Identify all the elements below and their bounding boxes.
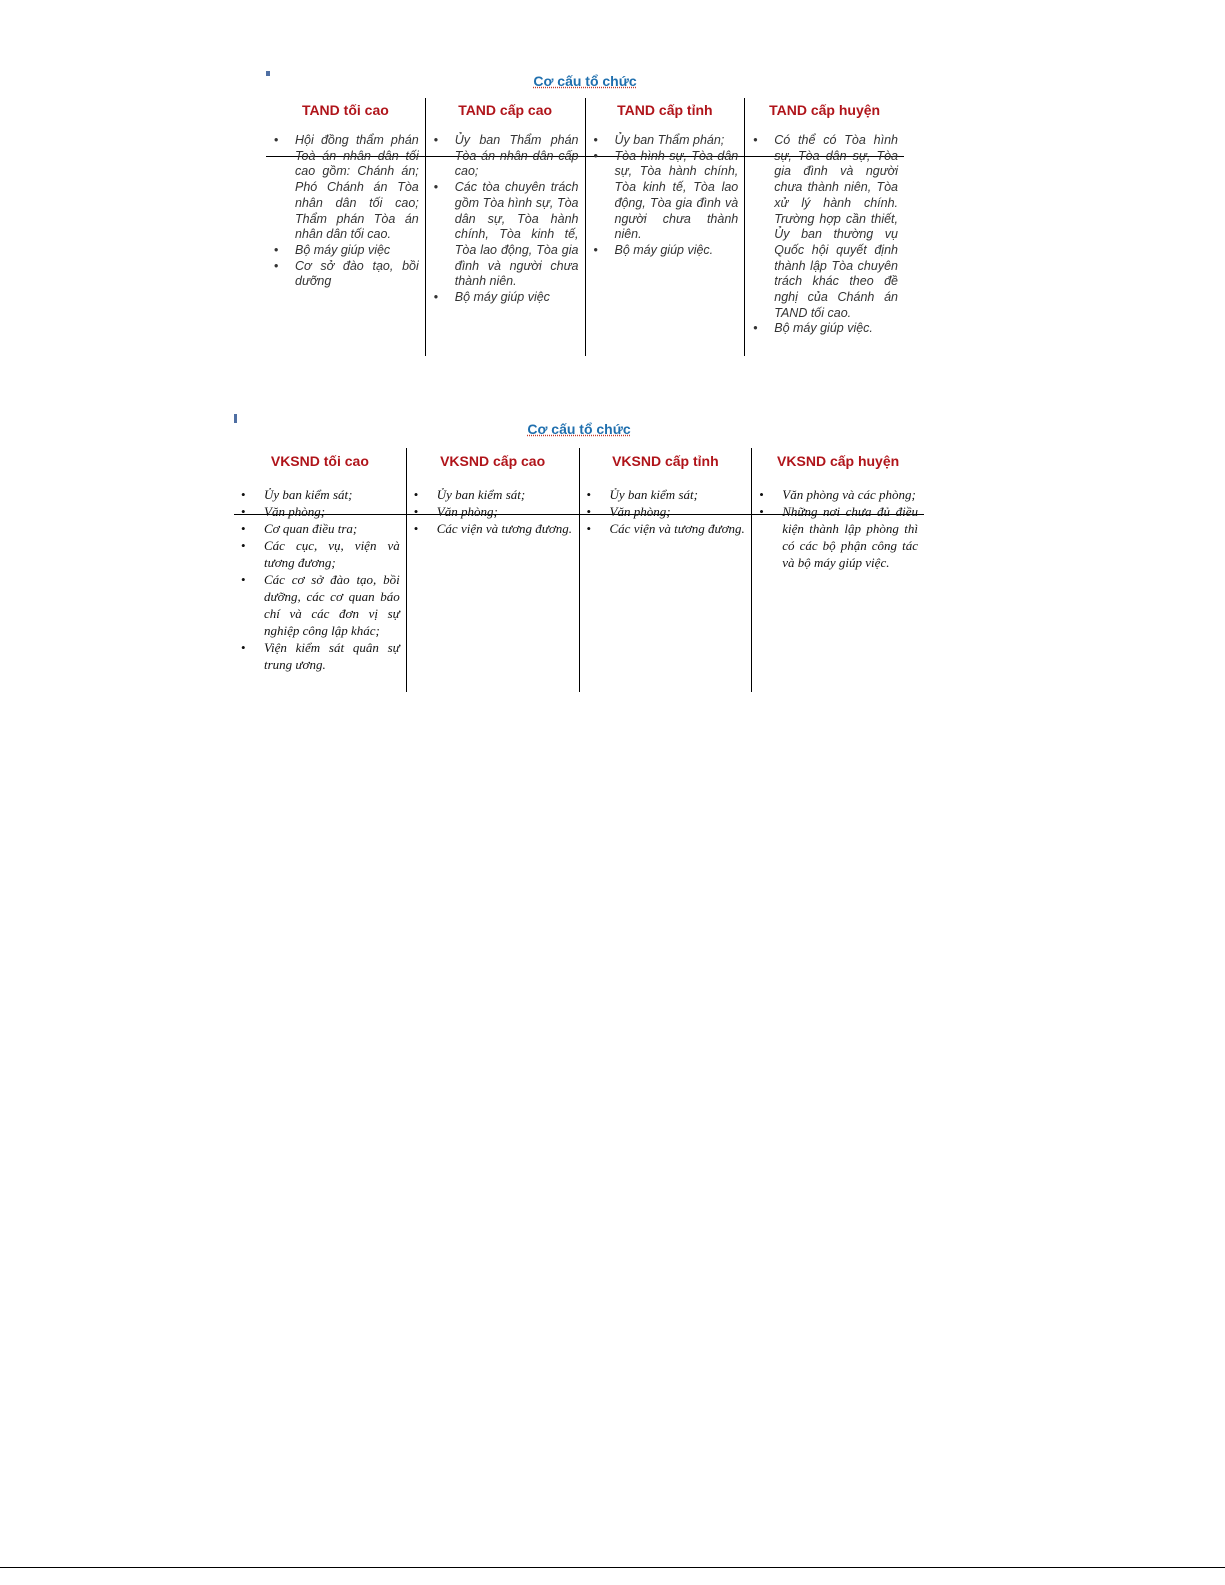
column-header: VKSND cấp tỉnh xyxy=(612,453,719,469)
column-tand-cap-tinh xyxy=(585,98,745,356)
column-header: TAND tối cao xyxy=(301,102,389,118)
list-item: • Bộ máy giúp việc xyxy=(295,243,419,259)
list-item: • Các cơ sở đào tạo, bồi dưỡng, các cơ quan báo chí và các đơn vị sự nghiệp công lập khác; xyxy=(264,571,400,639)
list-item: • Tòa hình sự, Tòa dân sự, Tòa hành chính, Tòa kinh tế, Tòa lao động, Tòa gia đình và người chưa thành niên. xyxy=(615,149,739,243)
list-item: • Văn phòng; xyxy=(264,503,400,520)
column-vksnd-cap-cao xyxy=(406,448,579,692)
list-item: • Văn phòng và các phòng; xyxy=(782,486,918,503)
list-item: • Các viện và tương đương. xyxy=(437,520,573,537)
column-header: TAND cấp tỉnh xyxy=(617,102,713,118)
list-item: • Bộ máy giúp việc. xyxy=(615,243,739,259)
list-item: • Cơ sở đào tạo, bồi dưỡng xyxy=(295,259,419,290)
list-item: • Các tòa chuyên trách gồm Tòa hình sự, Tòa dân sự, Tòa hành chính, Tòa kinh tế, Tòa lao động, Tòa gia đình và người chưa thành niên. xyxy=(455,180,579,290)
item-list xyxy=(266,128,425,290)
list-item: • Viện kiểm sát quân sự trung ương. xyxy=(264,639,400,673)
list-item: • Bộ máy giúp việc. xyxy=(774,321,898,337)
item-list xyxy=(745,128,904,337)
list-item: • Ủy ban kiểm sát; xyxy=(264,486,400,503)
item-list xyxy=(580,480,752,537)
column-header: VKSND tối cao xyxy=(270,453,369,469)
column-header: VKSND cấp huyện xyxy=(777,453,900,469)
item-list xyxy=(752,480,924,571)
table-title: Cơ cấu tổ chức xyxy=(533,73,637,89)
list-item: • Có thể có Tòa hình sự, Tòa dân sự, Tòa gia đình và người chưa thành niên, Tòa xử lý hành chính. Trường hợp cần thiết, Ủy ban thường vụ Quốc hội quyết định thành lập Tòa chuyên trách khác theo đề nghị của Chánh án TAND tối cao. xyxy=(774,133,898,321)
column-vksnd-toi-cao xyxy=(234,448,406,692)
list-item: • Các viện và tương đương. xyxy=(610,520,746,537)
list-item: • Ủy ban kiểm sát; xyxy=(610,486,746,503)
list-item: • Văn phòng; xyxy=(437,503,573,520)
column-vksnd-cap-tinh xyxy=(579,448,752,692)
list-item: • Ủy ban kiểm sát; xyxy=(437,486,573,503)
item-list xyxy=(426,128,585,306)
list-item: • Ủy ban Thẩm phán; xyxy=(615,133,739,149)
column-vksnd-cap-huyen xyxy=(751,448,924,692)
list-item: • Bộ máy giúp việc xyxy=(455,290,579,306)
list-item: • Hội đồng thẩm phán Toà án nhân dân tối cao gồm: Chánh án; Phó Chánh án Tòa nhân dân tối cao; Thẩm phán Tòa án nhân dân tối cao. xyxy=(295,133,419,243)
column-header: VKSND cấp cao xyxy=(440,453,546,469)
table-title: Cơ cấu tổ chức xyxy=(527,421,631,437)
item-list xyxy=(586,128,745,259)
column-header: TAND cấp cao xyxy=(458,102,553,118)
page-bottom-rule xyxy=(0,1567,1225,1568)
column-tand-toi-cao xyxy=(266,98,425,356)
list-item: • Các cục, vụ, viện và tương đương; xyxy=(264,537,400,571)
item-list xyxy=(407,480,579,537)
list-item: • Ủy ban Thẩm phán Tòa án nhân dân cấp cao; xyxy=(455,133,579,180)
vksnd-structure-table xyxy=(234,413,924,695)
table-grid xyxy=(234,448,924,692)
item-list xyxy=(234,480,406,673)
table-grid xyxy=(266,98,904,356)
column-header: TAND cấp huyện xyxy=(769,102,881,118)
column-tand-cap-cao xyxy=(425,98,585,356)
column-tand-cap-huyen xyxy=(744,98,904,356)
list-item: • Cơ quan điều tra; xyxy=(264,520,400,537)
list-item: • Văn phòng; xyxy=(610,503,746,520)
list-item: • Những nơi chưa đủ điều kiện thành lập phòng thì có các bộ phận công tác và bộ máy giúp việc. xyxy=(782,503,918,571)
tand-structure-table xyxy=(266,70,904,360)
